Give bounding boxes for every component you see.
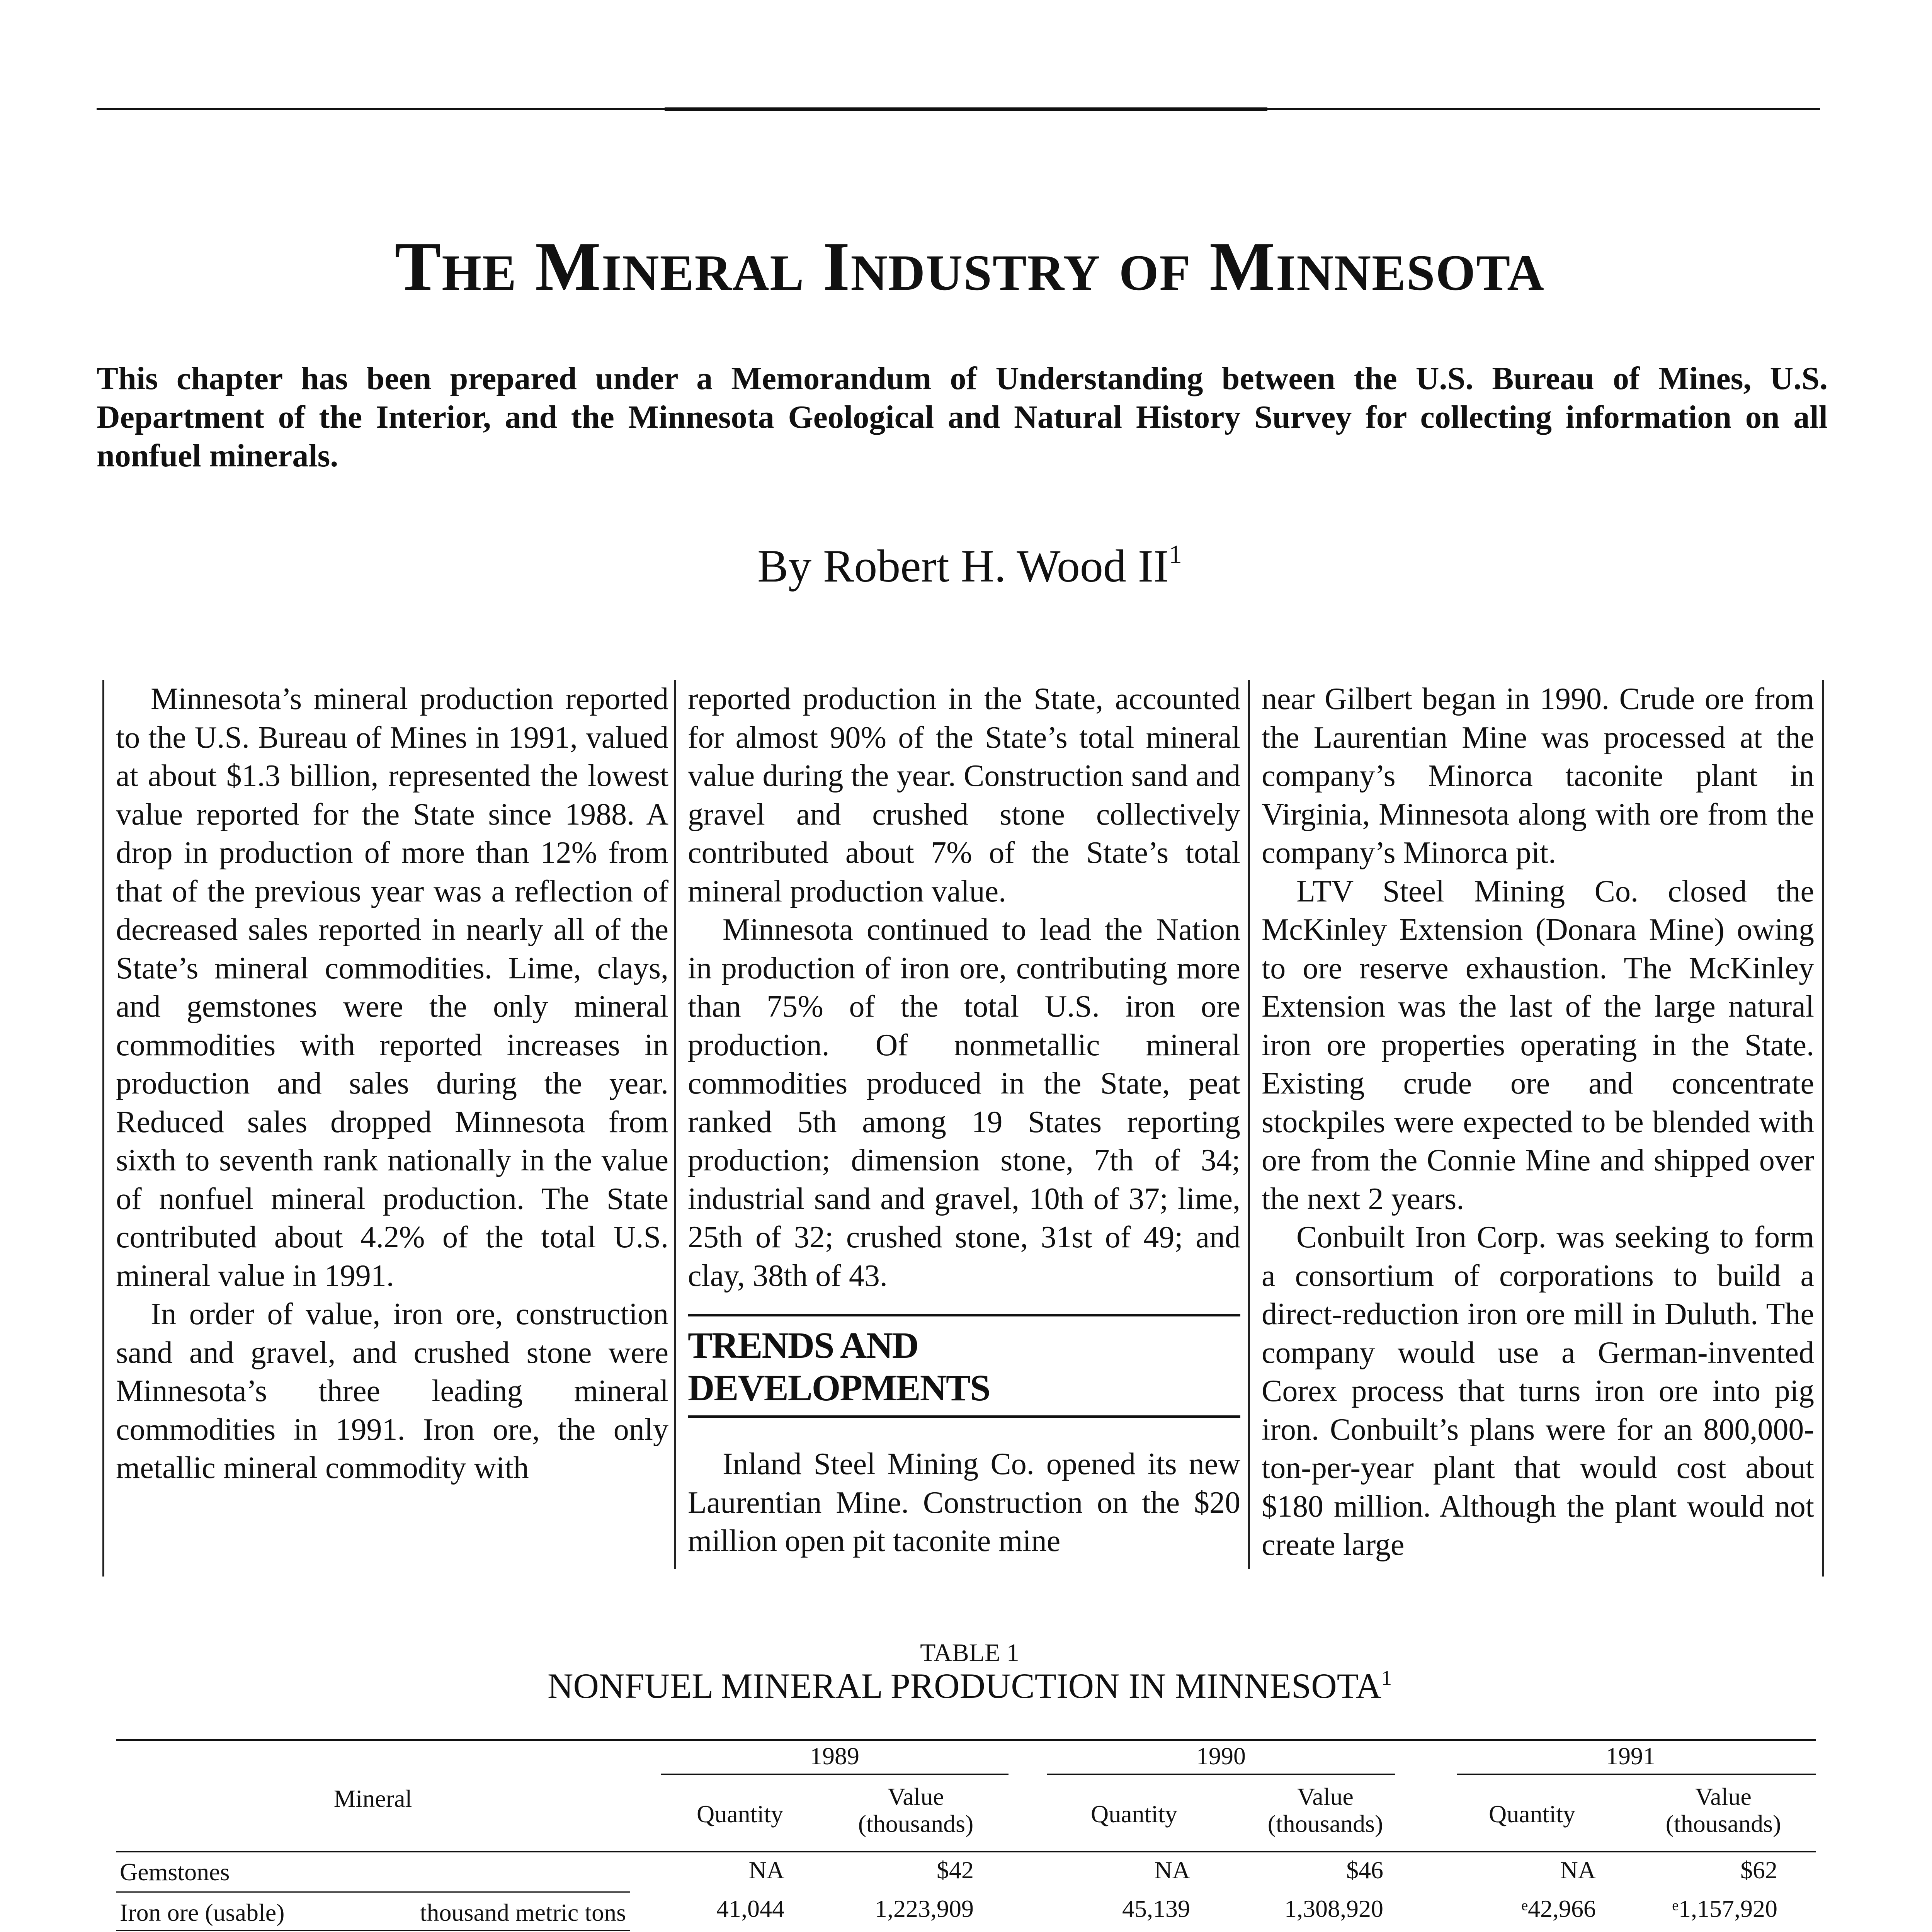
quantity-header-1991: Quantity bbox=[1489, 1800, 1575, 1828]
table-title-footnote-mark: 1 bbox=[1381, 1666, 1392, 1689]
table-label: TABLE 1 bbox=[920, 1639, 1019, 1667]
row-rule bbox=[116, 1891, 630, 1893]
year-rule-1991 bbox=[1457, 1774, 1816, 1775]
cell-v1991: ᵉ1,157,920 bbox=[1672, 1895, 1777, 1922]
title-industry-small: NDUSTRY bbox=[850, 244, 1101, 301]
top-rule-heavy bbox=[665, 107, 1267, 111]
body-column-2 bbox=[688, 680, 1240, 1295]
byline bbox=[0, 539, 1932, 592]
title-minnesota-big: M bbox=[1209, 228, 1276, 305]
column-rule-2 bbox=[1248, 680, 1250, 1569]
cell-v1991: $62 bbox=[1740, 1856, 1777, 1884]
year-header-1990: 1990 bbox=[1196, 1742, 1246, 1770]
paragraph: reported production in the State, accounted for almost 90% of the State’s total mineral value during the year. Construction sand and gravel and crushed stone collectively contributed about 7% of the State’s total mineral production value. bbox=[688, 682, 1240, 908]
row-mineral: Gemstones bbox=[120, 1858, 230, 1886]
title-the-big: T bbox=[395, 228, 442, 305]
year-header-1991: 1991 bbox=[1606, 1742, 1655, 1770]
byline-footnote-mark: 1 bbox=[1168, 539, 1182, 569]
quantity-header-1989: Quantity bbox=[697, 1800, 783, 1828]
body-column-3 bbox=[1262, 680, 1814, 1565]
author-name: By Robert H. Wood II bbox=[757, 540, 1169, 592]
paragraph: LTV Steel Mining Co. closed the McKinley Extension (Donara Mine) owing to ore reserve exhaustion. The McKinley Extension was the last of the large natural iron ore properties operating in the State. Existing crude ore and concentrate stockpiles were expected to be blended with ore from the Connie Mine and shipped over the next 2 years. bbox=[1262, 874, 1814, 1216]
body-column-2-continued bbox=[688, 1445, 1240, 1561]
table-top-rule bbox=[116, 1739, 1816, 1741]
row-unit: thousand metric tons bbox=[420, 1899, 626, 1926]
quantity-header-1990: Quantity bbox=[1091, 1800, 1177, 1828]
body-column-1 bbox=[116, 680, 668, 1488]
title-mineral-small: INERAL bbox=[601, 244, 805, 301]
year-rule-1989 bbox=[661, 1774, 1009, 1775]
title-minnesota-small: INNESOTA bbox=[1276, 244, 1545, 301]
cell-v1989: 1,223,909 bbox=[875, 1895, 974, 1922]
cell-q1991: NA bbox=[1560, 1856, 1596, 1884]
heading-line-2: DEVELOPMENTS bbox=[688, 1367, 990, 1408]
title-the-small: HE bbox=[442, 244, 517, 301]
row-rule bbox=[116, 1930, 630, 1931]
paragraph: near Gilbert began in 1990. Crude ore from the Laurentian Mine was processed at the company’s Minorca taconite plant in Virginia, Minnesota along with ore from the company’s Minorca pit. bbox=[1262, 682, 1814, 870]
section-heading-trends bbox=[688, 1314, 1240, 1418]
value-header-line-1: Value bbox=[1695, 1783, 1752, 1810]
page-title bbox=[0, 228, 1932, 305]
title-mineral-big: M bbox=[535, 228, 602, 305]
value-header-line-2: (thousands) bbox=[1267, 1810, 1383, 1837]
cell-v1990: 1,308,920 bbox=[1284, 1895, 1383, 1922]
column-rule-right bbox=[1822, 680, 1824, 1577]
year-header-1989: 1989 bbox=[810, 1742, 859, 1770]
value-header-1990 bbox=[1244, 1783, 1406, 1837]
row-mineral: Iron ore (usable) bbox=[120, 1899, 285, 1926]
cell-q1991: ᵉ42,966 bbox=[1521, 1895, 1596, 1922]
value-header-line-2: (thousands) bbox=[858, 1810, 974, 1837]
paragraph: In order of value, iron ore, construction sand and gravel, and crushed stone were Minnesota’s three leading mineral commodities in 1991. Iron ore, the only metallic mineral commodity with bbox=[116, 1297, 668, 1485]
paragraph: Inland Steel Mining Co. opened its new Laurentian Mine. Construction on the $20 million open pit taconite mine bbox=[688, 1447, 1240, 1558]
column-rule-left bbox=[102, 680, 104, 1577]
value-header-1991 bbox=[1642, 1783, 1804, 1837]
preface-note: This chapter has been prepared under a Memorandum of Understanding between the U.S. Bureau of Mines, U.S. Department of the Interior, and the Minnesota Geological and Natural History Survey for collecting information on all nonfuel minerals. bbox=[97, 361, 1828, 474]
cell-q1990: NA bbox=[1154, 1856, 1190, 1884]
cell-q1989: NA bbox=[748, 1856, 784, 1884]
column-rule-1 bbox=[674, 680, 676, 1569]
value-header-1989 bbox=[835, 1783, 997, 1837]
heading-line-1: TRENDS AND bbox=[688, 1325, 918, 1366]
cell-v1989: $42 bbox=[937, 1856, 974, 1884]
value-header-line-2: (thousands) bbox=[1665, 1810, 1781, 1837]
value-header-line-1: Value bbox=[1297, 1783, 1354, 1810]
paragraph: Conbuilt Iron Corp. was seeking to form a consortium of corporations to build a direct-reduction iron ore mill in Duluth. The company would use a German-invented Corex process that turns iron ore into pig iron. Conbuilt’s plans were for an 800,000-ton-per-year plant that would cost about $180 million. Although the plant would not create large bbox=[1262, 1220, 1814, 1562]
table-title-text: NONFUEL MINERAL PRODUCTION IN MINNESOTA bbox=[548, 1666, 1381, 1706]
paragraph: Minnesota’s mineral production reported to the U.S. Bureau of Mines in 1991, valued at about $1.3 billion, represented the lowest value reported for the State since 1988. A drop in production of more than 12% from that of the previous year was a reflection of decreased sales reported in nearly all of the State’s mineral commodities. Lime, clays, and gemstones were the only mineral commodities with reported increases in production and sales during the year. Reduced sales dropped Minnesota from sixth to seventh rank nationally in the value of nonfuel mineral production. The State contributed about 4.2% of the total U.S. mineral value in 1991. bbox=[116, 682, 668, 1293]
title-industry-big: I bbox=[823, 228, 851, 305]
mineral-column-header: Mineral bbox=[333, 1785, 412, 1812]
header-bottom-rule bbox=[116, 1851, 1816, 1852]
paragraph: Minnesota continued to lead the Nation in production of iron ore, contributing more than 75% of the total U.S. iron ore production. Of nonmetallic mineral commodities produced in the State, peat ranked 5th among 19 States reporting production; dimension stone, 7th of 34; industrial sand and gravel, 10th of 37; lime, 25th of 32; crushed stone, 31st of 49; and clay, 38th of 43. bbox=[688, 913, 1240, 1293]
title-of: OF bbox=[1119, 244, 1192, 301]
cell-v1990: $46 bbox=[1346, 1856, 1383, 1884]
value-header-line-1: Value bbox=[888, 1783, 944, 1810]
cell-q1989: 41,044 bbox=[716, 1895, 784, 1922]
year-rule-1990 bbox=[1047, 1774, 1395, 1775]
table-title bbox=[0, 1665, 1932, 1706]
cell-q1990: 45,139 bbox=[1122, 1895, 1190, 1922]
